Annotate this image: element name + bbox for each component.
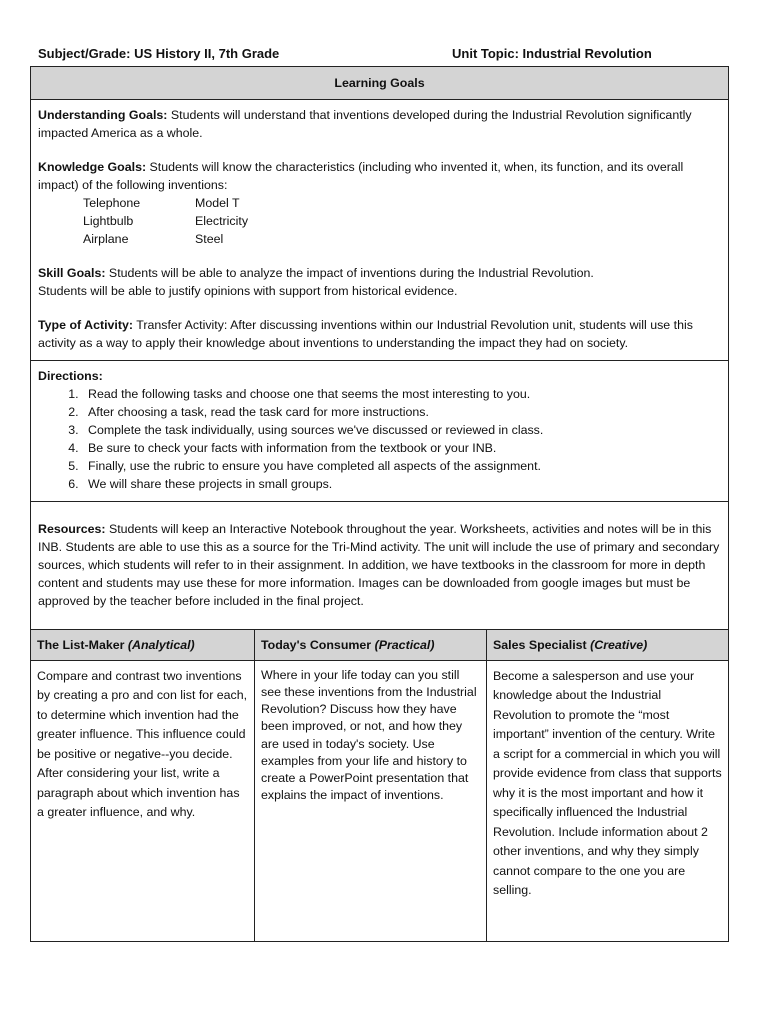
invention-item: Telephone	[83, 196, 141, 210]
task-type: (Creative)	[590, 637, 648, 652]
unit-topic: Unit Topic: Industrial Revolution	[452, 46, 652, 61]
activity-type-text: Transfer Activity: After discussing inventions within our Industrial Revolution unit, students will use this activity as a way to apply their knowledge about inventions to understanding the impact they had on society.	[38, 318, 693, 350]
task-heading	[31, 630, 254, 661]
knowledge-goals-label: Knowledge Goals:	[38, 160, 147, 174]
resources-label: Resources:	[38, 522, 106, 537]
task-title: The List-Maker	[37, 637, 128, 652]
resources-section	[31, 502, 728, 630]
task-title: Today's Consumer	[261, 637, 375, 652]
activity-type	[38, 316, 720, 352]
task-description: Where in your life today can you still see these inventions from the Industrial Revolution? Discuss how they have been improved, or not, and how they are used in today's society. Use examples from your life and history to create a PowerPoint presentation that explains the impact of inventions.	[261, 667, 477, 803]
lesson-plan-table	[30, 66, 729, 942]
activity-type-label: Type of Activity:	[38, 318, 134, 332]
direction-item: 3. Complete the task individually, using sources we've discussed or reviewed in class.	[82, 421, 720, 439]
direction-item: 5. Finally, use the rubric to ensure you have completed all aspects of the assignment.	[82, 457, 720, 475]
direction-item: 4. Be sure to check your facts with information from the textbook or your INB.	[82, 439, 720, 457]
skill-goals-label: Skill Goals:	[38, 266, 106, 280]
task-heading	[255, 630, 486, 661]
directions-section	[31, 361, 728, 502]
knowledge-goals-text: Students will know the characteristics (including who invented it, when, its function, and its overall impact) of the following inventions:	[38, 160, 684, 192]
learning-goals-heading: Learning Goals	[31, 67, 728, 100]
task-title: Sales Specialist	[493, 637, 591, 652]
understanding-goals-text: Students will understand that inventions developed during the Industrial Revolution significantly impacted America as a whole.	[38, 108, 692, 140]
skill-goals-line2: Students will be able to justify opinions with support from historical evidence.	[38, 284, 458, 298]
document-header	[38, 46, 728, 64]
understanding-goals	[38, 106, 720, 142]
directions-list	[38, 385, 720, 493]
task-heading	[487, 630, 728, 661]
invention-item: Airplane	[83, 232, 129, 246]
direction-item: 2. After choosing a task, read the task card for more instructions.	[82, 403, 720, 421]
task-description: Compare and contrast two inventions by creating a pro and con list for each, to determine which invention had the greater influence. This influence could be positive or negative--you decide. After considering your list, write a paragraph about which invention has a greater influence, and why.	[37, 668, 248, 820]
knowledge-goals	[38, 158, 720, 194]
task-card-analytical	[31, 630, 255, 941]
task-card-creative	[487, 630, 728, 941]
task-description: Become a salesperson and use your knowledge about the Industrial Revolution to promote the “most important” invention of the century. Write a script for a commercial in which you will provide evidence from class that supports why it is the most important and how it specifically influenced the Industrial Revolution. Include information about 2 other inventions, and why they simply cannot compare to the one you are selling.	[493, 668, 722, 898]
invention-item: Electricity	[195, 214, 249, 228]
skill-goals	[38, 264, 720, 282]
task-type: (Analytical)	[127, 637, 195, 652]
directions-label: Directions:	[38, 369, 103, 383]
invention-item: Model T	[195, 196, 240, 210]
subject-grade: Subject/Grade: US History II, 7th Grade	[38, 46, 280, 61]
invention-item: Lightbulb	[83, 214, 134, 228]
inventions-list	[83, 194, 720, 248]
direction-item: 1. Read the following tasks and choose one that seems the most interesting to you.	[82, 385, 720, 403]
task-type: (Practical)	[374, 637, 435, 652]
skill-goals-line1: Students will be able to analyze the impact of inventions during the Industrial Revolution.	[105, 266, 594, 280]
task-card-practical	[255, 630, 487, 941]
direction-item: 6. We will share these projects in small groups.	[82, 475, 720, 493]
invention-item: Steel	[195, 232, 224, 246]
understanding-goals-label: Understanding Goals:	[38, 108, 168, 122]
task-cards	[31, 630, 728, 941]
learning-goals-section	[31, 100, 728, 361]
resources-text: Students will keep an Interactive Notebook throughout the year. Worksheets, activities and notes will be in this INB. Students are able to use this as a source for the Tri-Mind activity. The unit will include the use of primary and secondary sources, which students will refer to in their assignment. In addition, we have textbooks in the classroom for more in depth content and students may use these for more information. Images can be downloaded from google images but must be approved by the teacher before included in the final project.	[38, 522, 720, 609]
